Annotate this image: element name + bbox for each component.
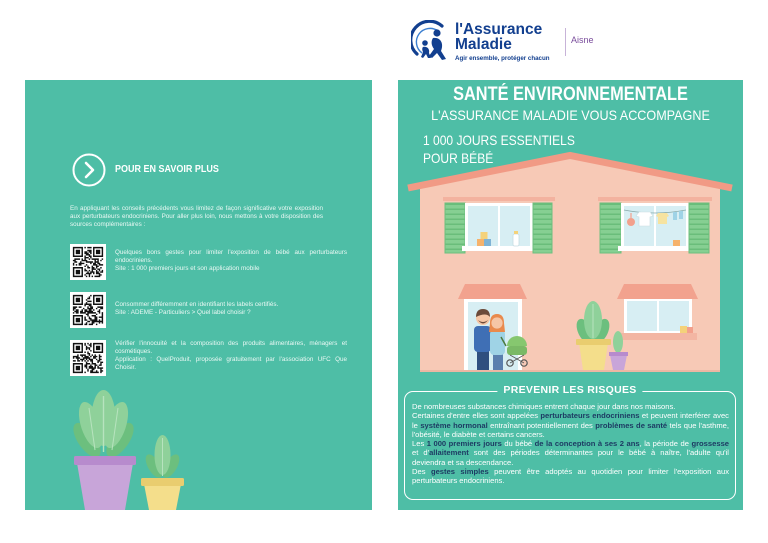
emblem-head-adult <box>433 29 440 36</box>
yellow-pot-rim <box>576 339 611 345</box>
risk-text-segment: entraînant potentiellement des <box>487 420 596 430</box>
emblem-head-child <box>422 40 428 46</box>
window-cornice <box>443 197 555 201</box>
left-panel <box>25 80 372 510</box>
headline-line-1: 1 000 JOURS ESSENTIELS <box>423 132 575 148</box>
stroller-basket <box>507 346 527 355</box>
risk-paragraph <box>412 402 729 411</box>
yellow-pot <box>144 484 181 510</box>
toy-box <box>687 327 693 333</box>
risk-paragraph <box>412 467 729 486</box>
rattle-toy <box>627 218 635 226</box>
large-plant <box>68 390 139 462</box>
assurance-maladie-emblem-icon <box>411 20 453 64</box>
resource-description: Quelques bons gestes pour limiter l'exposition de bébé aux perturbateurs endocriniens. <box>115 249 347 264</box>
yellow-pot <box>579 343 608 370</box>
risk-box-title: PREVENIR LES RISQUES <box>497 384 642 397</box>
risk-text-segment: et peuvent interférer avec le <box>412 411 729 430</box>
toy-block <box>673 240 680 246</box>
small-plant <box>142 435 182 480</box>
shutter-right <box>689 203 709 253</box>
resource-description: Vérifier l'innocuité et la composition des produits alimentaires, ménagers et cosmétiques. <box>115 340 347 355</box>
logo-divider <box>565 28 566 56</box>
shutter-right <box>533 203 552 253</box>
window-ledge <box>619 333 697 340</box>
front-plant-small <box>613 331 623 353</box>
risk-text-emphasis: gestes simples <box>430 467 489 477</box>
father-body <box>474 326 491 352</box>
resource-source: Site : 1 000 premiers jours et son application mobile <box>115 265 260 272</box>
window-sill <box>618 246 692 251</box>
plant-leaf <box>613 331 623 353</box>
risk-text-segment: sont des périodes déterminantes pour le bébé à naître, l'adulte qu'il deviendra et sa descendance. <box>412 448 729 467</box>
risk-text-segment: De nombreuses substances chimiques entrent chaque jour dans nos maisons. <box>412 402 676 411</box>
yellow-pot-rim <box>141 478 184 486</box>
risk-text-segment: peuvent être adoptés au quotidien pour limiter l'exposition aux perturbateurs endocriniens. <box>412 467 729 486</box>
toy-block <box>484 239 491 246</box>
page-subtitle: L'ASSURANCE MALADIE VOUS ACCOMPAGNE <box>431 107 710 123</box>
purple-pot <box>77 463 133 510</box>
risk-text-segment: Certaines d'entre elles sont appelées <box>412 411 541 421</box>
resource-description: Consommer différemment en identifiant les labels certifiés. <box>115 301 279 308</box>
shutter-left <box>600 203 621 253</box>
shutter-left <box>445 203 465 253</box>
baby-bottle-cap <box>514 231 518 234</box>
window-sill <box>462 246 536 251</box>
risk-text-segment: Les <box>412 439 427 449</box>
risk-text-emphasis: système hormonal <box>420 420 488 430</box>
house-illustration <box>398 80 743 380</box>
intro-paragraph: En appliquant les conseils précédents vous limitez de façon significative votre exposition aux perturbateurs endocriniens. Pour aller plus loin, nous mettons à votre disposition des sources complémentaires : <box>70 205 323 228</box>
risk-text-emphasis: de la conception à ses 2 ans <box>534 439 640 449</box>
risk-text-emphasis: 1 000 premiers jours <box>426 439 502 449</box>
logo-brand-line-1: l'Assurance <box>455 21 543 38</box>
emblem-body-adult <box>429 38 446 60</box>
house-base <box>420 370 720 372</box>
resource-source: Site : ADEME - Particuliers > Quel label choisir ? <box>115 309 251 316</box>
toy-box <box>680 326 687 333</box>
purple-pot-rim <box>609 352 628 356</box>
mother-head <box>491 317 502 328</box>
window-cornice <box>598 197 712 201</box>
door-awning <box>458 284 527 299</box>
window-awning <box>617 284 698 299</box>
baby-sock <box>673 212 677 220</box>
potted-plants-illustration <box>25 80 372 510</box>
emblem-body-child <box>421 47 431 58</box>
risk-text-segment: , la période de <box>639 439 692 449</box>
risk-text-emphasis: allaitement <box>429 448 469 458</box>
risk-text-segment: Des <box>412 467 431 477</box>
purple-pot-rim <box>74 456 136 465</box>
risk-paragraph <box>412 439 729 467</box>
toy-block <box>477 239 484 246</box>
risk-text-segment: et d' <box>412 448 430 458</box>
more-info-heading: POUR EN SAVOIR PLUS <box>115 164 219 175</box>
page-title: SANTÉ ENVIRONNEMENTALE <box>453 84 688 105</box>
headline-line-2: POUR BÉBÉ <box>423 150 494 166</box>
risk-box-text <box>412 402 729 486</box>
risk-text-emphasis: grossesse <box>691 439 730 449</box>
risk-text-segment: tels que l'asthme, l'obésité, le diabète et certains cancers. <box>412 420 729 439</box>
baby-sock <box>679 211 683 219</box>
logo-brand-line-2: Maladie <box>455 36 512 53</box>
risk-text-segment: du bébé <box>501 439 535 449</box>
baby-bottle <box>513 234 519 246</box>
toy-block <box>481 232 488 239</box>
right-panel <box>398 80 743 510</box>
region-label: Aisne <box>571 35 594 45</box>
mother-body <box>490 330 505 355</box>
risk-text-emphasis: problèmes de santé <box>595 420 668 430</box>
risk-paragraph <box>412 411 729 439</box>
resource-source: Application : QuelProduit, proposée gratuitement par l'association UFC Que Choisir. <box>115 356 347 371</box>
logo-tagline: Agir ensemble, protéger chacun <box>455 55 550 62</box>
risk-text-emphasis: perturbateurs endocriniens <box>540 411 640 421</box>
